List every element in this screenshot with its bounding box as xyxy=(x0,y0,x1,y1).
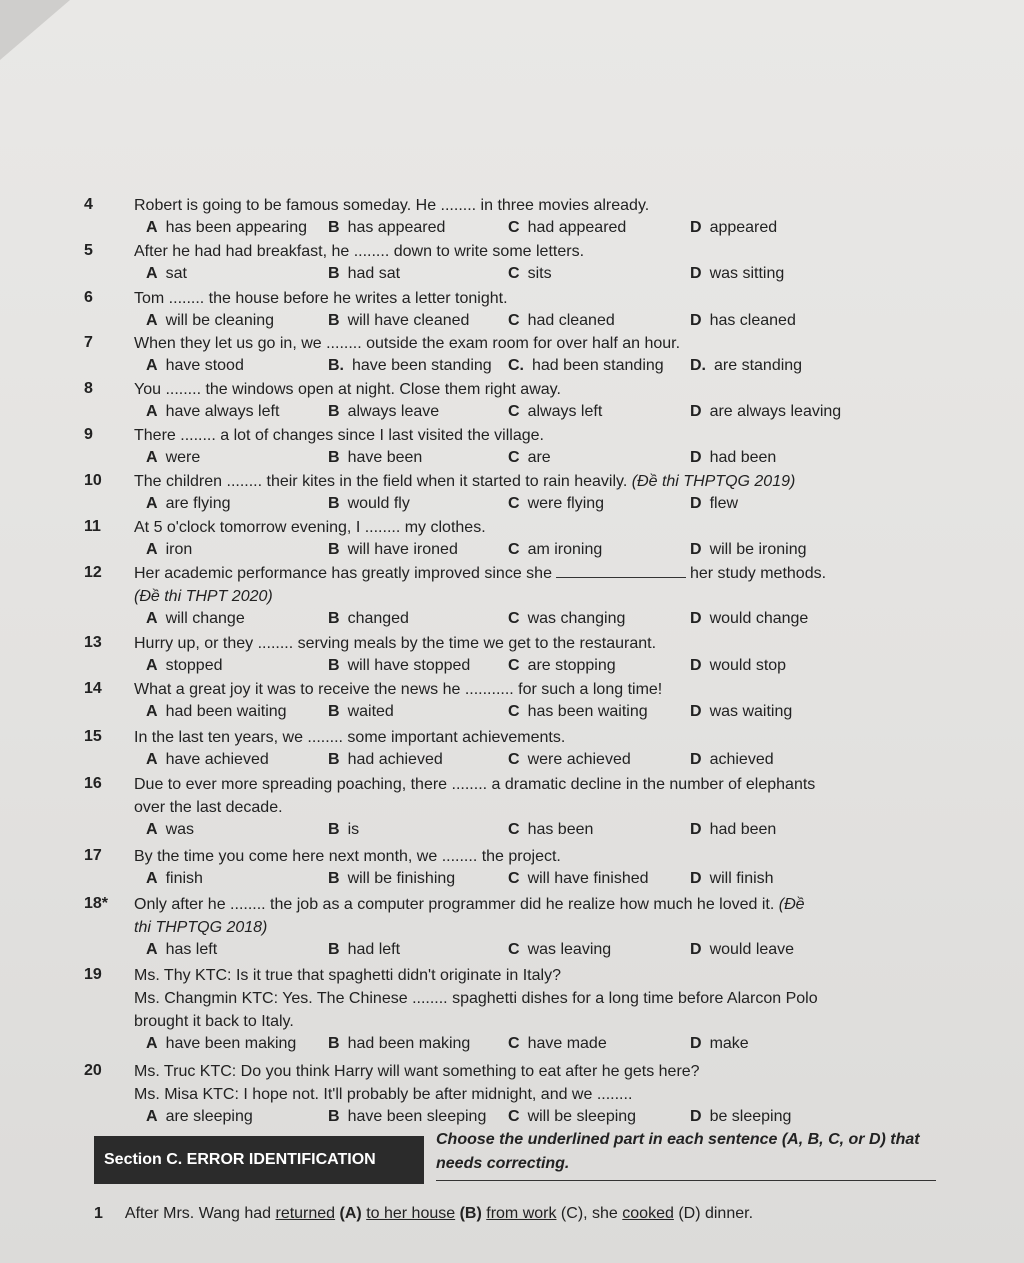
option-text: have made xyxy=(527,1035,607,1052)
answer-option-a xyxy=(146,447,200,469)
option-letter: C xyxy=(508,541,520,558)
option-text: have always left xyxy=(165,403,280,420)
option-text: will be ironing xyxy=(709,541,807,558)
answer-option-a xyxy=(146,939,217,961)
option-letter: B xyxy=(328,403,340,420)
question-text: Ms. Truc KTC: Do you think Harry will want something to eat after he gets here? xyxy=(134,1063,700,1080)
option-text: had left xyxy=(347,941,401,958)
question-number: 14 xyxy=(84,680,102,697)
option-text: will have stopped xyxy=(347,657,471,674)
option-letter: D xyxy=(690,541,702,558)
option-text: achieved xyxy=(709,751,774,768)
answer-option-d xyxy=(690,655,786,677)
answer-option-b xyxy=(328,217,445,239)
option-letter: D xyxy=(690,1035,702,1052)
underlined-part-c: from work xyxy=(486,1205,557,1222)
exam-source: (Đề thi THPT 2020) xyxy=(134,588,273,605)
option-letter: B xyxy=(328,703,340,720)
option-letter: B xyxy=(328,751,340,768)
option-letter: C xyxy=(508,449,520,466)
section-c-title: Section C. ERROR IDENTIFICATION xyxy=(94,1136,424,1184)
option-letter: D xyxy=(690,495,702,512)
option-letter: C xyxy=(508,610,520,627)
answer-option-d xyxy=(690,1106,791,1128)
option-text: am ironing xyxy=(527,541,603,558)
option-text: has appeared xyxy=(347,219,446,236)
option-letter: A xyxy=(146,941,158,958)
answer-option-b xyxy=(328,447,422,469)
question-number: 13 xyxy=(84,634,102,651)
option-letter: B xyxy=(328,941,340,958)
option-letter: B xyxy=(328,449,340,466)
answer-option-d xyxy=(690,355,802,377)
option-text: would change xyxy=(709,610,809,627)
question-number: 15 xyxy=(84,728,102,745)
option-text: had been xyxy=(709,821,777,838)
option-text: will be sleeping xyxy=(527,1108,637,1125)
option-letter: C xyxy=(508,751,520,768)
question-text: Ms. Thy KTC: Is it true that spaghetti didn't originate in Italy? xyxy=(134,967,561,984)
option-letter: B xyxy=(328,495,340,512)
answer-blank xyxy=(556,563,686,578)
underlined-part-d: cooked xyxy=(622,1205,674,1222)
question-text: You ........ the windows open at night. Close them right away. xyxy=(134,381,561,398)
option-text: changed xyxy=(347,610,409,627)
answer-option-d xyxy=(690,939,794,961)
option-letter: A xyxy=(146,449,158,466)
question-text: After he had had breakfast, he ........ down to write some letters. xyxy=(134,243,585,260)
option-letter: D. xyxy=(690,357,706,374)
option-text: had been making xyxy=(347,1035,471,1052)
option-text: had been xyxy=(709,449,777,466)
question-number: 7 xyxy=(84,334,93,351)
option-text: have achieved xyxy=(165,751,269,768)
answer-option-d xyxy=(690,401,841,423)
option-text: will finish xyxy=(709,870,774,887)
option-letter: D xyxy=(690,312,702,329)
option-text: are always leaving xyxy=(709,403,842,420)
option-letter: D xyxy=(690,821,702,838)
option-text: sits xyxy=(527,265,552,282)
option-letter: C xyxy=(508,703,520,720)
answer-option-b xyxy=(328,401,439,423)
option-letter: B xyxy=(328,610,340,627)
exam-source: (Đề xyxy=(774,896,805,913)
answer-option-b xyxy=(328,1033,470,1055)
option-text: will be cleaning xyxy=(165,312,275,329)
option-text: would fly xyxy=(347,495,410,512)
answer-option-a xyxy=(146,819,194,841)
option-letter: A xyxy=(146,219,158,236)
option-letter: D xyxy=(690,219,702,236)
option-text: are flying xyxy=(165,495,231,512)
option-text: appeared xyxy=(709,219,778,236)
answer-option-b xyxy=(328,539,458,561)
answer-option-d xyxy=(690,749,774,771)
answer-option-a xyxy=(146,401,279,423)
error-text-2: (B) xyxy=(455,1205,487,1222)
option-letter: A xyxy=(146,870,158,887)
option-letter: B xyxy=(328,870,340,887)
error-item-1 xyxy=(94,1205,753,1223)
question-number: 6 xyxy=(84,289,93,306)
option-letter: A xyxy=(146,703,158,720)
option-letter: C xyxy=(508,312,520,329)
answer-option-a xyxy=(146,310,274,332)
option-letter: B xyxy=(328,541,340,558)
option-letter: D xyxy=(690,610,702,627)
answer-option-b xyxy=(328,310,469,332)
section-c-instruction: Choose the underlined part in each sentence (A, B, C, or D) that needs correcting. xyxy=(436,1128,936,1181)
answer-option-a xyxy=(146,1033,296,1055)
answer-option-a xyxy=(146,701,287,723)
option-text: always left xyxy=(527,403,603,420)
exam-source: (Đề thi THPTQG 2019) xyxy=(627,473,796,490)
answer-option-a xyxy=(146,1106,253,1128)
option-letter: A xyxy=(146,265,158,282)
answer-option-a xyxy=(146,493,230,515)
answer-option-c xyxy=(508,749,631,771)
answer-option-c xyxy=(508,1033,607,1055)
answer-option-b xyxy=(328,939,400,961)
question-number: 10 xyxy=(84,472,102,489)
option-letter: C xyxy=(508,870,520,887)
error-text-4: (D) dinner. xyxy=(673,1205,754,1222)
answer-option-b xyxy=(328,608,409,630)
question-text-tail: her study methods. xyxy=(689,565,827,582)
question-text: Tom ........ the house before he writes a letter tonight. xyxy=(134,290,508,307)
answer-option-b xyxy=(328,655,470,677)
answer-option-c xyxy=(508,263,552,285)
option-text: were xyxy=(165,449,201,466)
question-text: When they let us go in, we ........ outside the exam room for over half an hour. xyxy=(134,335,681,352)
option-text: have been making xyxy=(165,1035,297,1052)
answer-option-c xyxy=(508,868,649,890)
option-letter: A xyxy=(146,610,158,627)
option-letter: A xyxy=(146,657,158,674)
question-text: By the time you come here next month, we ........ the project. xyxy=(134,848,561,865)
error-item-number: 1 xyxy=(94,1205,103,1222)
answer-option-c xyxy=(508,819,593,841)
answer-option-d xyxy=(690,493,738,515)
option-text: was changing xyxy=(527,610,626,627)
question-number: 20 xyxy=(84,1062,102,1079)
option-text: had achieved xyxy=(347,751,443,768)
option-letter: A xyxy=(146,357,158,374)
answer-option-c xyxy=(508,355,664,377)
option-letter: C xyxy=(508,1035,520,1052)
option-text: have been xyxy=(347,449,423,466)
option-letter: D xyxy=(690,265,702,282)
question-number: 18* xyxy=(84,895,109,912)
option-text: waited xyxy=(347,703,394,720)
option-text: stopped xyxy=(165,657,223,674)
option-letter: D xyxy=(690,703,702,720)
option-letter: C xyxy=(508,403,520,420)
answer-option-c xyxy=(508,310,615,332)
question-text: over the last decade. xyxy=(134,799,283,816)
option-letter: B xyxy=(328,1035,340,1052)
option-letter: A xyxy=(146,403,158,420)
answer-option-b xyxy=(328,749,443,771)
answer-option-d xyxy=(690,868,774,890)
answer-option-a xyxy=(146,539,192,561)
option-letter: B xyxy=(328,657,340,674)
option-letter: D xyxy=(690,870,702,887)
option-text: sat xyxy=(165,265,187,282)
question-number: 4 xyxy=(84,196,93,213)
error-text-1: (A) xyxy=(335,1205,367,1222)
question-text: Robert is going to be famous someday. He ........ in three movies already. xyxy=(134,197,650,214)
option-text: has been appearing xyxy=(165,219,308,236)
option-text: flew xyxy=(709,495,739,512)
answer-option-c xyxy=(508,447,551,469)
option-text: will have ironed xyxy=(347,541,458,558)
option-text: have been sleeping xyxy=(347,1108,487,1125)
option-letter: A xyxy=(146,821,158,838)
answer-option-c xyxy=(508,401,602,423)
question-number: 19 xyxy=(84,966,102,983)
option-text: was leaving xyxy=(527,941,612,958)
option-text: have stood xyxy=(165,357,244,374)
option-letter: C xyxy=(508,941,520,958)
question-text: Hurry up, or they ........ serving meals by the time we get to the restaurant. xyxy=(134,635,657,652)
option-letter: C xyxy=(508,1108,520,1125)
option-text: has left xyxy=(165,941,218,958)
option-letter: A xyxy=(146,541,158,558)
answer-option-d xyxy=(690,819,776,841)
question-text: In the last ten years, we ........ some important achievements. xyxy=(134,729,566,746)
answer-option-b xyxy=(328,701,394,723)
answer-option-b xyxy=(328,1106,486,1128)
option-text: will change xyxy=(165,610,245,627)
question-number: 12 xyxy=(84,564,102,581)
question-text: The children ........ their kites in the field when it started to rain heavily. (Đề thi THPTQG 2019) xyxy=(134,473,796,490)
option-text: are stopping xyxy=(527,657,616,674)
option-letter: D xyxy=(690,941,702,958)
answer-option-c xyxy=(508,655,616,677)
option-text: were achieved xyxy=(527,751,631,768)
answer-option-c xyxy=(508,493,604,515)
answer-option-a xyxy=(146,868,203,890)
option-letter: D xyxy=(690,403,702,420)
answer-option-d xyxy=(690,217,777,239)
option-letter: B xyxy=(328,821,340,838)
answer-option-c xyxy=(508,701,648,723)
option-text: is xyxy=(347,821,360,838)
option-text: was sitting xyxy=(709,265,785,282)
question-text: What a great joy it was to receive the news he ........... for such a long time! xyxy=(134,681,663,698)
option-letter: C xyxy=(508,219,520,236)
answer-option-b xyxy=(328,868,455,890)
option-letter: A xyxy=(146,312,158,329)
option-text: had been waiting xyxy=(165,703,287,720)
option-letter: C xyxy=(508,821,520,838)
option-letter: B xyxy=(328,1108,340,1125)
question-number: 9 xyxy=(84,426,93,443)
answer-option-b xyxy=(328,263,400,285)
answer-option-c xyxy=(508,1106,636,1128)
underlined-part-a: returned xyxy=(275,1205,336,1222)
option-text: has been waiting xyxy=(527,703,648,720)
option-letter: A xyxy=(146,1108,158,1125)
option-text: will have finished xyxy=(527,870,649,887)
option-text: be sleeping xyxy=(709,1108,792,1125)
option-letter: D xyxy=(690,1108,702,1125)
option-letter: C. xyxy=(508,357,524,374)
option-letter: D xyxy=(690,449,702,466)
question-number: 8 xyxy=(84,380,93,397)
option-text: has cleaned xyxy=(709,312,796,329)
option-letter: D xyxy=(690,657,702,674)
answer-option-a xyxy=(146,217,307,239)
option-text: make xyxy=(709,1035,749,1052)
question-text: Her academic performance has greatly improved since she her study methods. xyxy=(134,565,827,582)
option-text: would stop xyxy=(709,657,787,674)
option-letter: A xyxy=(146,751,158,768)
question-text: Only after he ........ the job as a computer programmer did he realize how much he loved it. (Đề xyxy=(134,896,805,913)
answer-option-a xyxy=(146,655,223,677)
answer-option-b xyxy=(328,493,410,515)
exam-source: thi THPTQG 2018) xyxy=(134,919,268,936)
option-text: has been xyxy=(527,821,594,838)
option-letter: B xyxy=(328,219,340,236)
option-letter: A xyxy=(146,1035,158,1052)
answer-option-b xyxy=(328,355,492,377)
question-number: 16 xyxy=(84,775,102,792)
question-number: 17 xyxy=(84,847,102,864)
question-text: There ........ a lot of changes since I last visited the village. xyxy=(134,427,544,444)
answer-option-d xyxy=(690,701,792,723)
option-text: had cleaned xyxy=(527,312,615,329)
option-letter: B. xyxy=(328,357,344,374)
option-text: were flying xyxy=(527,495,605,512)
option-text: will be finishing xyxy=(347,870,456,887)
answer-option-a xyxy=(146,355,244,377)
option-text: had appeared xyxy=(527,219,627,236)
question-text: Ms. Misa KTC: I hope not. It'll probably be after midnight, and we ........ xyxy=(134,1086,633,1103)
answer-option-d xyxy=(690,310,796,332)
option-letter: A xyxy=(146,495,158,512)
question-text: At 5 o'clock tomorrow evening, I ........ my clothes. xyxy=(134,519,486,536)
option-text: was xyxy=(165,821,195,838)
option-text: are standing xyxy=(714,357,803,374)
question-text: Due to ever more spreading poaching, there ........ a dramatic decline in the number of elephants xyxy=(134,776,816,793)
option-letter: C xyxy=(508,495,520,512)
answer-option-d xyxy=(690,263,784,285)
option-text: have been standing xyxy=(352,357,492,374)
option-letter: D xyxy=(690,751,702,768)
underlined-part-b: to her house xyxy=(366,1205,456,1222)
answer-option-c xyxy=(508,608,625,630)
answer-option-d xyxy=(690,447,776,469)
option-letter: C xyxy=(508,657,520,674)
answer-option-d xyxy=(690,608,808,630)
error-text-3: (C), she xyxy=(556,1205,623,1222)
answer-option-a xyxy=(146,263,187,285)
option-text: will have cleaned xyxy=(347,312,470,329)
option-text: finish xyxy=(165,870,203,887)
option-text: would leave xyxy=(709,941,795,958)
question-text: Ms. Changmin KTC: Yes. The Chinese ........ spaghetti dishes for a long time before Alarcon Polo xyxy=(134,990,818,1007)
answer-option-a xyxy=(146,749,269,771)
option-text: had sat xyxy=(347,265,401,282)
option-letter: B xyxy=(328,265,340,282)
answer-option-d xyxy=(690,1033,749,1055)
answer-option-c xyxy=(508,939,611,961)
option-letter: C xyxy=(508,265,520,282)
option-text: was waiting xyxy=(709,703,793,720)
question-number: 5 xyxy=(84,242,93,259)
option-text: iron xyxy=(165,541,193,558)
question-number: 11 xyxy=(84,518,101,535)
answer-option-a xyxy=(146,608,245,630)
question-text: brought it back to Italy. xyxy=(134,1013,294,1030)
option-text: always leave xyxy=(347,403,440,420)
error-text-0: After Mrs. Wang had xyxy=(124,1205,276,1222)
option-text: are xyxy=(527,449,551,466)
answer-option-c xyxy=(508,217,626,239)
answer-option-d xyxy=(690,539,807,561)
option-text: are sleeping xyxy=(165,1108,253,1125)
answer-option-b xyxy=(328,819,359,841)
answer-option-c xyxy=(508,539,602,561)
option-letter: B xyxy=(328,312,340,329)
option-text: had been standing xyxy=(532,357,664,374)
